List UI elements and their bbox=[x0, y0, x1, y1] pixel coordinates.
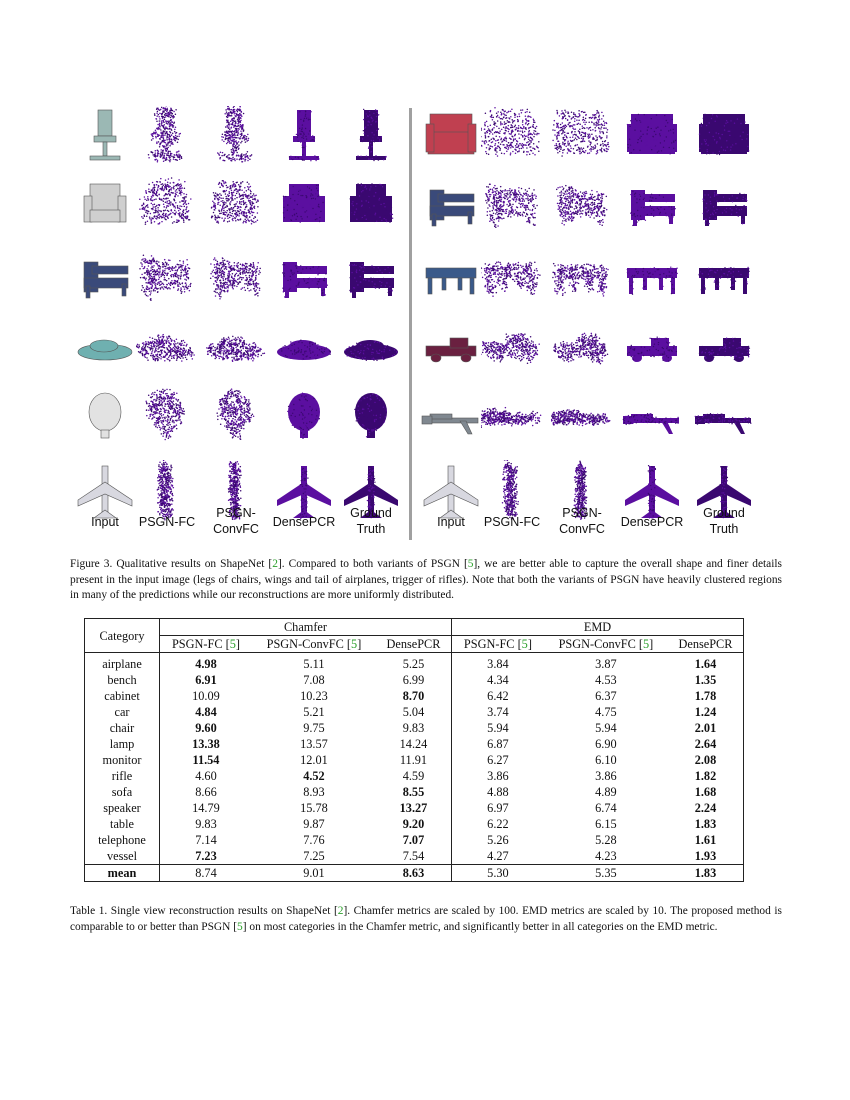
value-cell: 1.61 bbox=[668, 832, 744, 848]
right-table-input-render bbox=[420, 248, 482, 314]
value-cell: 6.22 bbox=[487, 817, 509, 831]
right-bench-input-render bbox=[420, 176, 482, 242]
right-bench-psgn-fc-points bbox=[481, 176, 543, 242]
value-cell: 1.64 bbox=[668, 653, 744, 673]
right-truck-psgn-fc-points bbox=[481, 318, 543, 384]
header-chamfer: Chamfer bbox=[160, 619, 452, 636]
value-cell: 6.15 bbox=[595, 817, 617, 831]
value-cell: 10.23 bbox=[300, 689, 328, 703]
right-truck-densepcr-points bbox=[621, 318, 683, 384]
category-cell: table bbox=[85, 816, 160, 832]
caption-text: Table 1. Single view reconstruction results on ShapeNet [ bbox=[70, 905, 338, 917]
citation-link[interactable]: 5 bbox=[467, 558, 474, 570]
right-rifle-input-render bbox=[420, 388, 482, 454]
value-cell: 2.08 bbox=[668, 752, 744, 768]
value-cell: 8.70 bbox=[376, 688, 451, 704]
value-cell: 5.21 bbox=[303, 705, 325, 719]
value-cell: 5.35 bbox=[595, 866, 617, 880]
table-row bbox=[85, 784, 744, 800]
value-cell: 9.01 bbox=[303, 866, 325, 880]
value-cell: 5.94 bbox=[487, 721, 509, 735]
left-chair-psgn-fc-points bbox=[136, 106, 198, 172]
figure-caption bbox=[70, 557, 782, 604]
header-category: Category bbox=[85, 619, 160, 653]
value-cell: 4.75 bbox=[595, 705, 617, 719]
value-cell: 1.78 bbox=[668, 688, 744, 704]
left-bench-ground-truth-points bbox=[340, 248, 402, 314]
category-cell: monitor bbox=[85, 752, 160, 768]
value-cell: 3.87 bbox=[595, 657, 617, 671]
left-chair-input-render bbox=[74, 106, 136, 172]
value-cell: 14.24 bbox=[376, 736, 451, 752]
citation-link[interactable]: 5 bbox=[521, 637, 528, 651]
label-line: DensePCR bbox=[620, 515, 684, 529]
value-cell: 4.89 bbox=[595, 785, 617, 799]
citation-link[interactable]: 2 bbox=[272, 558, 278, 570]
value-cell: 6.97 bbox=[487, 801, 509, 815]
value-cell: 8.55 bbox=[376, 784, 451, 800]
left-armchair-psgn-convfc-points bbox=[205, 176, 267, 242]
left-chair-densepcr-points bbox=[273, 106, 335, 172]
label-line: Ground bbox=[703, 506, 745, 520]
value-cell: 5.26 bbox=[487, 833, 509, 847]
label-line: ConvFC bbox=[559, 522, 605, 536]
value-cell: 12.01 bbox=[300, 753, 328, 767]
value-cell: 5.94 bbox=[595, 721, 617, 735]
value-cell: 7.14 bbox=[195, 833, 217, 847]
value-cell: 4.98 bbox=[195, 657, 217, 671]
value-cell: 9.87 bbox=[303, 817, 325, 831]
value-cell: 1.83 bbox=[668, 865, 744, 882]
category-cell: mean bbox=[85, 865, 160, 882]
value-cell: 2.64 bbox=[668, 736, 744, 752]
citation-link[interactable]: 5 bbox=[351, 637, 358, 651]
left-lamp-psgn-convfc-points bbox=[205, 388, 267, 454]
right-bench-psgn-convfc-points bbox=[551, 176, 613, 242]
left-label-psgn-fc bbox=[127, 514, 207, 530]
value-cell: 13.27 bbox=[376, 800, 451, 816]
left-bench-psgn-fc-points bbox=[136, 248, 198, 314]
value-cell: 5.30 bbox=[487, 866, 509, 880]
left-label-ground-truth bbox=[331, 505, 411, 537]
value-cell: 8.93 bbox=[303, 785, 325, 799]
caption-text: ]. Compared to both variants of PSGN [ bbox=[277, 558, 468, 570]
caption-text: ], we are better able to capture the overall shape and finer details present in the input image (legs of chairs, wings and tail of airplanes, trigger of rifles). Note that both the variants of PSGN have heavily clustered regions in many of the predictions while our reconstructions are more uniformly distributed. bbox=[70, 558, 782, 601]
value-cell: 1.82 bbox=[668, 768, 744, 784]
left-lamp-psgn-fc-points bbox=[136, 388, 198, 454]
left-chair-ground-truth-points bbox=[340, 106, 402, 172]
results-table bbox=[84, 618, 744, 882]
label-line: Input bbox=[91, 515, 119, 529]
value-cell: 6.10 bbox=[595, 753, 617, 767]
label-line: PSGN-FC bbox=[483, 515, 541, 529]
left-car-input-render bbox=[74, 318, 136, 384]
value-cell: 5.11 bbox=[303, 657, 325, 671]
category-cell: lamp bbox=[85, 736, 160, 752]
left-car-psgn-fc-points bbox=[136, 318, 198, 384]
right-label-ground-truth bbox=[684, 505, 764, 537]
category-cell: sofa bbox=[85, 784, 160, 800]
category-cell: bench bbox=[85, 672, 160, 688]
value-cell: 7.25 bbox=[303, 849, 325, 863]
value-cell: 7.08 bbox=[303, 673, 325, 687]
value-cell: 9.83 bbox=[376, 720, 451, 736]
value-cell: 15.78 bbox=[300, 801, 328, 815]
left-bench-input-render bbox=[74, 248, 136, 314]
category-cell: cabinet bbox=[85, 688, 160, 704]
right-table-densepcr-points bbox=[621, 248, 683, 314]
value-cell: 5.25 bbox=[376, 653, 451, 673]
category-cell: speaker bbox=[85, 800, 160, 816]
category-cell: rifle bbox=[85, 768, 160, 784]
label-line: PSGN-FC bbox=[138, 515, 196, 529]
value-cell: 1.35 bbox=[668, 672, 744, 688]
value-cell: 3.74 bbox=[487, 705, 509, 719]
right-sofa-psgn-fc-points bbox=[481, 106, 543, 172]
left-bench-densepcr-points bbox=[273, 248, 335, 314]
value-cell: 11.91 bbox=[376, 752, 451, 768]
left-armchair-ground-truth-points bbox=[340, 176, 402, 242]
left-chair-psgn-convfc-points bbox=[205, 106, 267, 172]
value-cell: 8.66 bbox=[195, 785, 217, 799]
value-cell: 6.74 bbox=[595, 801, 617, 815]
table-row bbox=[85, 832, 744, 848]
right-bench-densepcr-points bbox=[621, 176, 683, 242]
right-truck-psgn-convfc-points bbox=[551, 318, 613, 384]
value-cell: 1.24 bbox=[668, 704, 744, 720]
citation-link[interactable]: 5 bbox=[229, 637, 236, 651]
table-row bbox=[85, 800, 744, 816]
right-table-psgn-fc-points bbox=[481, 248, 543, 314]
citation-link[interactable]: 2 bbox=[337, 905, 344, 917]
label-line: ConvFC bbox=[213, 522, 259, 536]
header-method-0: PSGN-FC [5] bbox=[171, 637, 240, 651]
left-lamp-input-render bbox=[74, 388, 136, 454]
value-cell: 14.79 bbox=[192, 801, 220, 815]
right-sofa-input-render bbox=[420, 106, 482, 172]
value-cell: 9.75 bbox=[303, 721, 325, 735]
label-line: Input bbox=[437, 515, 465, 529]
table-row bbox=[85, 816, 744, 832]
value-cell: 1.83 bbox=[668, 816, 744, 832]
value-cell: 4.53 bbox=[595, 673, 617, 687]
value-cell: 6.37 bbox=[595, 689, 617, 703]
header-method-1: PSGN-ConvFC [5] bbox=[266, 637, 362, 651]
value-cell: 3.86 bbox=[595, 769, 617, 783]
value-cell: 9.20 bbox=[376, 816, 451, 832]
value-cell: 10.09 bbox=[192, 689, 220, 703]
category-cell: airplane bbox=[85, 653, 160, 673]
value-cell: 5.04 bbox=[376, 704, 451, 720]
right-truck-input-render bbox=[420, 318, 482, 384]
left-car-psgn-convfc-points bbox=[205, 318, 267, 384]
value-cell: 8.74 bbox=[195, 866, 217, 880]
value-cell: 2.24 bbox=[668, 800, 744, 816]
value-cell: 5.28 bbox=[595, 833, 617, 847]
caption-text: ]. Chamfer metrics are scaled by 100. EMD metrics are scaled by 10. The proposed method is comparable to or better than PSGN [ bbox=[70, 905, 782, 933]
table-row bbox=[85, 672, 744, 688]
header-method-2: DensePCR bbox=[376, 636, 451, 653]
value-cell: 6.90 bbox=[595, 737, 617, 751]
value-cell: 4.88 bbox=[487, 785, 509, 799]
figure-divider bbox=[409, 108, 412, 540]
value-cell: 7.23 bbox=[195, 849, 217, 863]
label-line: Ground bbox=[350, 506, 392, 520]
value-cell: 4.84 bbox=[195, 705, 217, 719]
left-armchair-input-render bbox=[74, 176, 136, 242]
value-cell: 7.07 bbox=[376, 832, 451, 848]
table-row bbox=[85, 688, 744, 704]
category-cell: chair bbox=[85, 720, 160, 736]
right-table-psgn-convfc-points bbox=[551, 248, 613, 314]
header-emd: EMD bbox=[451, 619, 743, 636]
left-lamp-ground-truth-points bbox=[340, 388, 402, 454]
category-cell: telephone bbox=[85, 832, 160, 848]
table-row bbox=[85, 653, 744, 673]
qualitative-results-figure bbox=[70, 100, 770, 545]
left-bench-psgn-convfc-points bbox=[205, 248, 267, 314]
category-cell: car bbox=[85, 704, 160, 720]
caption-text: ] on most categories in the Chamfer metric, and significantly better in all categories on the EMD metric. bbox=[242, 920, 718, 933]
value-cell: 6.87 bbox=[487, 737, 509, 751]
value-cell: 7.54 bbox=[376, 848, 451, 865]
right-sofa-densepcr-points bbox=[621, 106, 683, 172]
right-truck-ground-truth-points bbox=[693, 318, 755, 384]
label-line: PSGN- bbox=[562, 506, 602, 520]
table-row bbox=[85, 848, 744, 865]
value-cell: 6.27 bbox=[487, 753, 509, 767]
table-row bbox=[85, 736, 744, 752]
value-cell: 3.86 bbox=[487, 769, 509, 783]
value-cell: 4.60 bbox=[195, 769, 217, 783]
left-armchair-densepcr-points bbox=[273, 176, 335, 242]
value-cell: 1.68 bbox=[668, 784, 744, 800]
right-sofa-ground-truth-points bbox=[693, 106, 755, 172]
value-cell: 6.42 bbox=[487, 689, 509, 703]
category-cell: vessel bbox=[85, 848, 160, 865]
right-rifle-psgn-fc-points bbox=[481, 388, 543, 454]
table-caption bbox=[70, 904, 782, 935]
table-row bbox=[85, 720, 744, 736]
table-row bbox=[85, 768, 744, 784]
value-cell: 6.99 bbox=[376, 672, 451, 688]
label-line: Truth bbox=[709, 522, 739, 536]
table-row bbox=[85, 704, 744, 720]
right-label-psgn-fc bbox=[472, 514, 552, 530]
label-line: PSGN- bbox=[216, 506, 256, 520]
right-rifle-densepcr-points bbox=[621, 388, 683, 454]
left-lamp-densepcr-points bbox=[273, 388, 335, 454]
value-cell: 3.84 bbox=[487, 657, 509, 671]
right-label-psgn-convfc bbox=[542, 505, 622, 537]
value-cell: 7.76 bbox=[303, 833, 325, 847]
value-cell: 4.52 bbox=[303, 769, 325, 783]
value-cell: 4.23 bbox=[595, 849, 617, 863]
right-label-densepcr bbox=[612, 514, 692, 530]
right-rifle-ground-truth-points bbox=[693, 388, 755, 454]
value-cell: 9.60 bbox=[195, 721, 217, 735]
caption-text: Figure 3. Qualitative results on ShapeNet [ bbox=[70, 558, 273, 570]
citation-link[interactable]: 5 bbox=[237, 920, 243, 933]
value-cell: 4.27 bbox=[487, 849, 509, 863]
value-cell: 11.54 bbox=[192, 753, 220, 767]
left-car-ground-truth-points bbox=[340, 318, 402, 384]
header-method-3: PSGN-FC [5] bbox=[463, 637, 532, 651]
label-line: DensePCR bbox=[272, 515, 336, 529]
header-method-5: DensePCR bbox=[668, 636, 744, 653]
value-cell: 8.63 bbox=[376, 865, 451, 882]
right-sofa-psgn-convfc-points bbox=[551, 106, 613, 172]
left-car-densepcr-points bbox=[273, 318, 335, 384]
value-cell: 9.83 bbox=[195, 817, 217, 831]
citation-link[interactable]: 5 bbox=[643, 637, 650, 651]
right-rifle-psgn-convfc-points bbox=[551, 388, 613, 454]
value-cell: 1.93 bbox=[668, 848, 744, 865]
left-armchair-psgn-fc-points bbox=[136, 176, 198, 242]
value-cell: 6.91 bbox=[195, 673, 217, 687]
header-method-4: PSGN-ConvFC [5] bbox=[558, 637, 654, 651]
table-row-mean bbox=[85, 865, 744, 882]
value-cell: 13.38 bbox=[192, 737, 220, 751]
value-cell: 2.01 bbox=[668, 720, 744, 736]
table-row bbox=[85, 752, 744, 768]
label-line: Truth bbox=[356, 522, 386, 536]
right-table-ground-truth-points bbox=[693, 248, 755, 314]
right-bench-ground-truth-points bbox=[693, 176, 755, 242]
value-cell: 4.34 bbox=[487, 673, 509, 687]
value-cell: 4.59 bbox=[376, 768, 451, 784]
value-cell: 13.57 bbox=[300, 737, 328, 751]
